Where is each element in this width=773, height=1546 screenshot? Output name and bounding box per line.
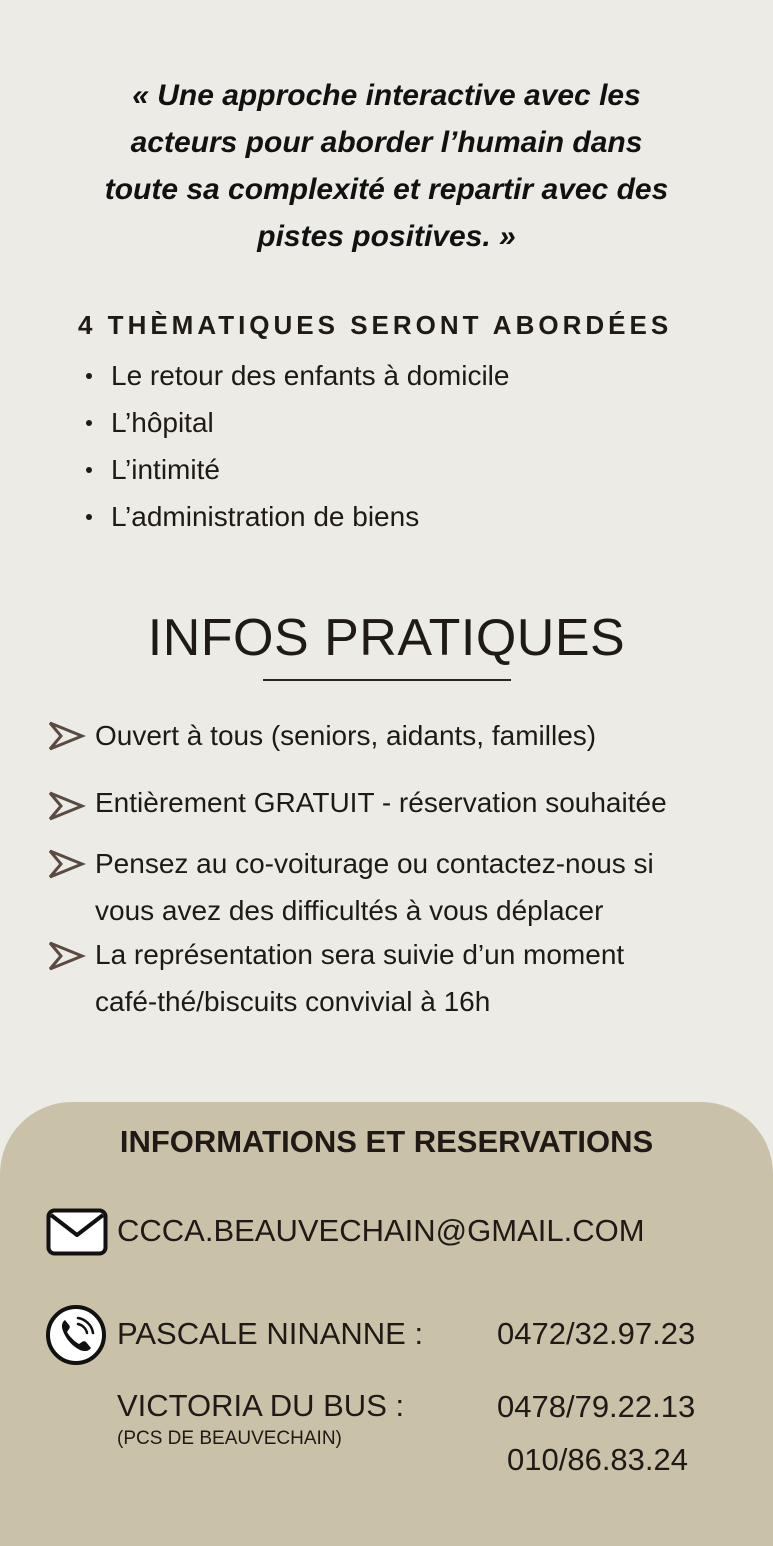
envelope-icon [46,1208,108,1256]
theme-item [78,493,509,540]
themes-list [78,352,509,540]
contact-phone-secondary[interactable]: 010/86.83.24 [507,1442,689,1477]
arrow-right-outline-icon [46,789,86,823]
email-link[interactable]: CCCA.BEAUVECHAIN@GMAIL.COM [117,1213,645,1248]
intro-quote [70,72,703,260]
contact-name: PASCALE NINANNE : [117,1316,424,1351]
info-text: vous avez des difficultés à vous déplacer [95,895,604,926]
theme-item [78,446,509,493]
quote-line: toute sa complexité et repartir avec des [104,173,669,206]
theme-label: Le retour des enfants à domicile [111,360,510,391]
quote-line: « Une approche interactive avec les [132,79,641,112]
phone-icon [45,1304,107,1366]
bullet-icon [86,514,92,520]
bullet-icon [86,467,92,473]
theme-label: L’hôpital [111,407,214,438]
bullet-icon [86,420,92,426]
info-text: café-thé/biscuits convivial à 16h [95,986,491,1017]
info-text: La représentation sera suivie d’un moment [95,939,625,970]
theme-label: L’administration de biens [111,501,420,532]
contact-phone[interactable]: 0478/79.22.13 [497,1389,696,1424]
contact-note: (PCS DE BEAUVECHAIN) [117,1428,342,1449]
bullet-icon [86,373,92,379]
info-text: Pensez au co-voiturage ou contactez-nous si [95,848,654,879]
theme-item [78,399,509,446]
title-underline [263,679,511,681]
arrow-right-outline-icon [46,719,86,753]
quote-line: pistes positives. » [257,220,516,253]
info-text: Entièrement GRATUIT - réservation souhaitée [95,787,667,818]
arrow-right-outline-icon [46,939,86,973]
infos-pratiques-title: INFOS PRATIQUES [147,609,626,667]
reservations-heading: INFORMATIONS ET RESERVATIONS [119,1124,654,1159]
info-text: Ouvert à tous (seniors, aidants, familles) [95,720,597,751]
contact-phone[interactable]: 0472/32.97.23 [497,1316,696,1351]
arrow-right-outline-icon [46,847,86,881]
quote-line: acteurs pour aborder l’humain dans [130,126,643,159]
theme-label: L’intimité [111,454,220,485]
theme-item [78,352,509,399]
themes-heading: 4 THÈMATIQUES SERONT ABORDÉES [78,310,673,340]
contact-name: VICTORIA DU BUS : [117,1388,405,1423]
